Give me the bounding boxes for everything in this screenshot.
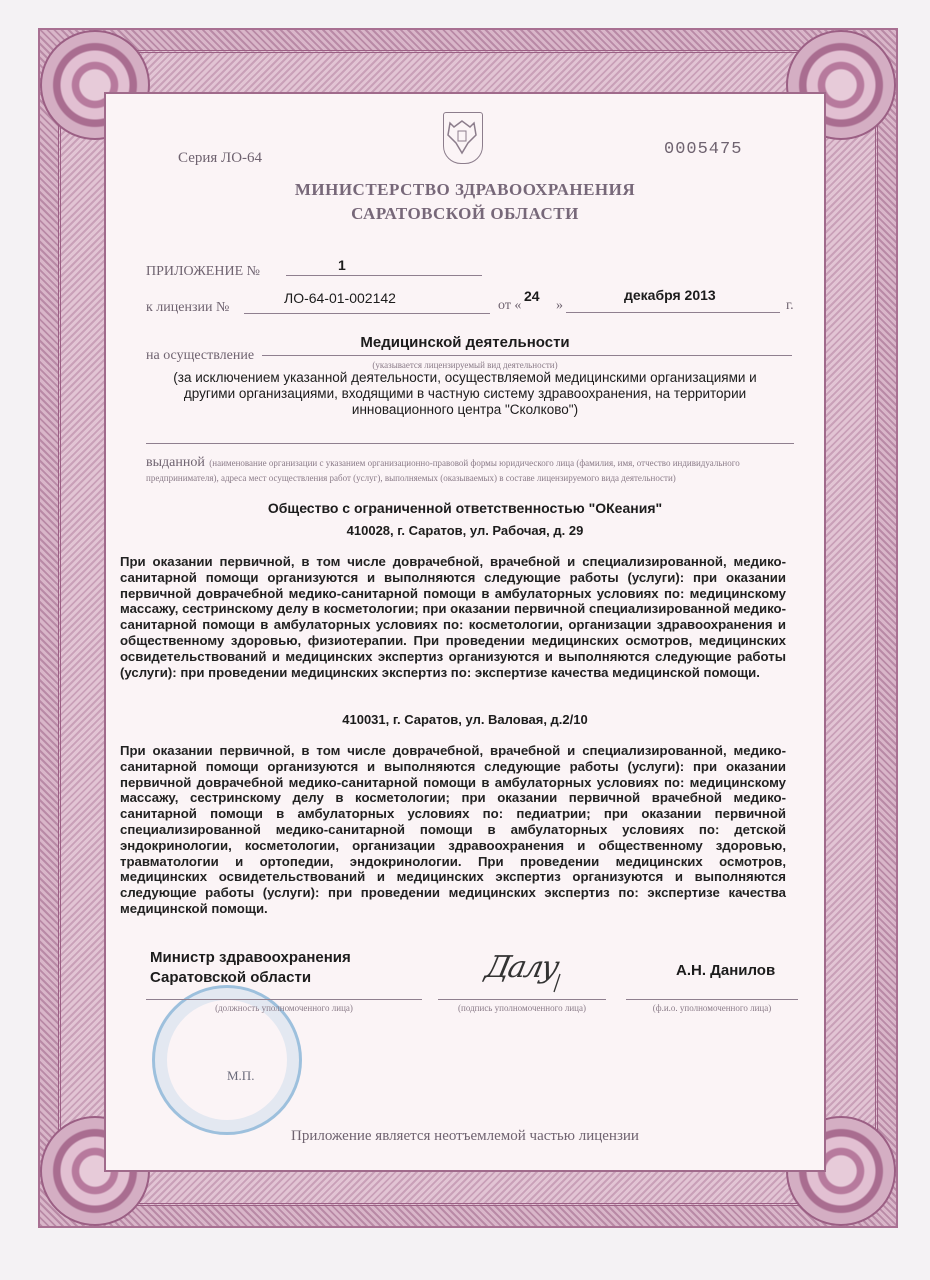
appendix-label: ПРИЛОЖЕНИЕ № (146, 264, 260, 279)
stamp-label: М.П. (227, 1068, 255, 1083)
address-2: 410031, г. Саратов, ул. Валовая, д.2/10 (342, 712, 588, 727)
license-day: 24 (524, 288, 540, 304)
date-from-label: от « (498, 298, 522, 313)
organization-name: Общество с ограниченной ответственностью "ОКеания" (267, 500, 663, 516)
services-2: При оказании первичной, в том числе доврачебной, врачебной и специализированной, медико-санитарной помощи организуются и выполняются следующие работы (услуги): при оказании первичной доврачебной медико-санитарной помощи в амбулаторных условиях по: медицинскому массажу, сестринскому делу в косметологии; при оказании первичной врачебной медико-санитарной помощи в амбулаторных условиях по: педиатрии; при оказании первичной специализированной медико-санитарной помощи в амбулаторных условиях по: детской эндокринологии, косметологии, организации здравоохранения и общественному здоровью, травматологии и ортопедии, эндокринологии. При проведении медицинских осмотров, медицинских освидетельствований и медицинских экспертиз организуются и выполняются следующие работы (услуги): при проведении медицинских экспертиз по: экспертизе качества медицинской помощи. (120, 743, 786, 916)
activity-type: Медицинской деятельности (360, 334, 570, 351)
issued-block (146, 455, 796, 485)
date-quote: » (556, 298, 563, 313)
caption-name: (ф.и.о. уполномоченного лица) (652, 1003, 772, 1013)
license-label: к лицензии № (146, 300, 230, 315)
caption-signature: (подпись уполномоченного лица) (458, 1003, 586, 1013)
series-label: Серия ЛО-64 (178, 150, 263, 166)
activity-caption: (указывается лицензируемый вид деятельности) (372, 360, 558, 370)
position-line2: Саратовской области (150, 969, 312, 986)
activity-label: на осуществление (146, 348, 255, 363)
issued-label: выданной (146, 455, 205, 470)
appendix-number: 1 (338, 257, 346, 273)
license-month-year: декабря 2013 (624, 287, 716, 303)
footer-note: Приложение является неотъемлемой частью лицензии (291, 1128, 639, 1144)
ministry-title-line1: МИНИСТЕРСТВО ЗДРАВООХРАНЕНИЯ (294, 180, 636, 199)
signatory-name: А.Н. Данилов (676, 962, 776, 979)
signatory-position (150, 948, 351, 988)
handwritten-signature (482, 946, 582, 996)
address-1: 410028, г. Саратов, ул. Рабочая, д. 29 (346, 523, 584, 538)
form-number: 0005475 (664, 140, 743, 159)
position-line1: Министр здравоохранения (150, 949, 351, 966)
license-number: ЛО-64-01-002142 (284, 290, 396, 306)
activity-exception: (за исключением указанной деятельности, осуществляемой медицинскими организациями и другими организациями, входящими в частную систему здравоохранения, на территории инновационного центра "Сколково") (173, 370, 757, 417)
signature-glyph: Далу (482, 950, 561, 985)
issued-caption: (наименование организации с указанием организационно-правовой формы юридического лица (фамилия, имя, отчество индивидуального предпринимателя), адреса мест осуществления работ (услуг), выполняемых (оказываемых) в составе лицензируемого вида деятельности) (146, 458, 740, 483)
services-1: При оказании первичной, в том числе доврачебной, врачебной и специализированной, медико-санитарной помощи организуются и выполняются следующие работы (услуги): при оказании первичной доврачебной медико-санитарной помощи в амбулаторных условиях по: медицинскому массажу, сестринскому делу в косметологии; при оказании первичной специализированной медико-санитарной помощи в амбулаторных условиях по: косметологии, организации здравоохранения и общественному здоровью, физиотерапии. При проведении медицинских осмотров, медицинских освидетельствований и медицинских экспертиз организуются и выполняются следующие работы (услуги): при проведении медицинских экспертиз по: экспертизе качества медицинской помощи. (120, 554, 786, 680)
year-suffix: г. (786, 298, 794, 313)
ministry-title-line2: САРАТОВСКОЙ ОБЛАСТИ (351, 204, 579, 223)
coat-of-arms-icon (443, 112, 483, 164)
caption-position: (должность уполномоченного лица) (215, 1003, 353, 1013)
